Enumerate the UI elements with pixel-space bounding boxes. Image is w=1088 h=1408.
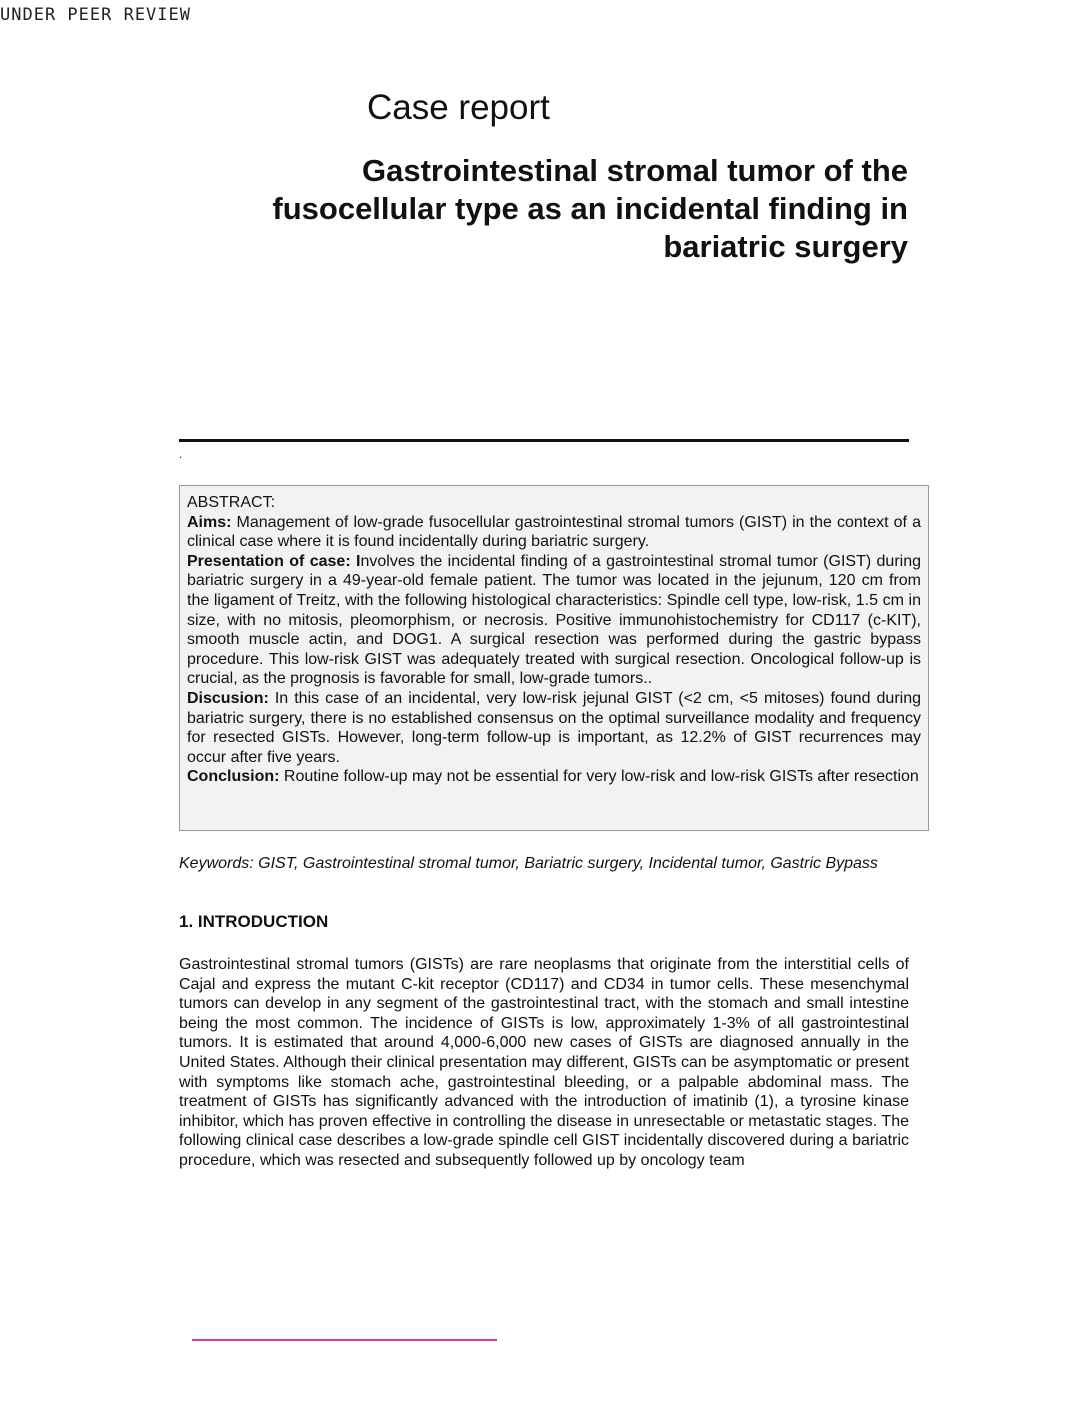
footnote-rule (192, 1339, 497, 1341)
introduction-body: Gastrointestinal stromal tumors (GISTs) are rare neoplasms that originate from the interstitial cells of Cajal and express the mutant C-kit receptor (CD117) and CD34 in tumor cells. These mesenchymal tumors can develop in any segment of the gastrointestinal tract, with the stomach and small intestine being the most common. The incidence of GISTs is low, approximately 1-3% of all gastrointestinal tumors. It is estimated that around 4,000-6,000 new cases of GISTs are diagnosed annually in the United States. Although their clinical presentation may different, GISTs can be asymptomatic or present with symptoms like stomach ache, gastrointestinal bleeding, or a palpable abdominal mass. The treatment of GISTs has significantly advanced with the introduction of imatinib (1), a tyrosine kinase inhibitor, which has proven effective in controlling the disease in unresectable or metastatic stages. The following clinical case describes a low-grade spindle cell GIST incidentally discovered during a bariatric procedure, which was resected and subsequently followed up by oncology team (179, 956, 909, 1169)
abstract-aims (187, 513, 921, 552)
abstract-box (179, 485, 929, 831)
abstract-conclusion (187, 767, 921, 787)
title-separator-rule (179, 439, 909, 442)
discussion-label: Discusion: (187, 689, 269, 707)
peer-review-watermark: UNDER PEER REVIEW (0, 5, 191, 25)
abstract-heading: ABSTRACT: (187, 494, 276, 511)
conclusion-label: Conclusion: (187, 768, 280, 786)
discussion-text: In this case of an incidental, very low-risk jejunal GIST (<2 cm, <5 mitoses) found during bariatric surgery, there is no established consensus on the optimal surveillance modality and frequency for resected GISTs. However, long-term follow-up is important, as 12.2% of GIST recurrences may occur after five years. (187, 689, 921, 766)
separator-mark: . (179, 447, 183, 461)
aims-label: Aims: (187, 513, 232, 531)
conclusion-text: Routine follow-up may not be essential for very low-risk and low-risk GISTs after resection (279, 768, 919, 786)
keywords: Keywords: GIST, Gastrointestinal stromal tumor, Bariatric surgery, Incidental tumor, Gastric Bypass (179, 855, 878, 872)
article-title: Gastrointestinal stromal tumor of the fusocellular type as an incidental finding in bariatric surgery (272, 153, 908, 264)
presentation-text: nvolves the incidental finding of a gastrointestinal stromal tumor (GIST) during bariatric surgery in a 49-year-old female patient. The tumor was located in the jejunum, 120 cm from the ligament of Treitz, with the following histological characteristics: Spindle cell type, low-risk, 1.5 cm in size, with no mitosis, pleomorphism, or necrosis. Positive immunohistochemistry for CD117 (c-KIT), smooth muscle actin, and DOG1. A surgical resection was performed during the gastric bypass procedure. This low-risk GIST was adequately treated with surgical resection. Oncological follow-up is crucial, as the prognosis is favorable for small, low-grade tumors.. (187, 552, 922, 688)
presentation-label: Presentation of case: I (187, 552, 361, 570)
article-type-label: Case report (367, 88, 550, 127)
abstract-discussion (187, 689, 921, 767)
introduction-heading: 1. INTRODUCTION (179, 912, 329, 931)
abstract-presentation (187, 552, 921, 689)
aims-text: Management of low-grade fusocellular gastrointestinal stromal tumors (GIST) in the context of a clinical case where it is found incidentally during bariatric surgery. (187, 513, 921, 551)
